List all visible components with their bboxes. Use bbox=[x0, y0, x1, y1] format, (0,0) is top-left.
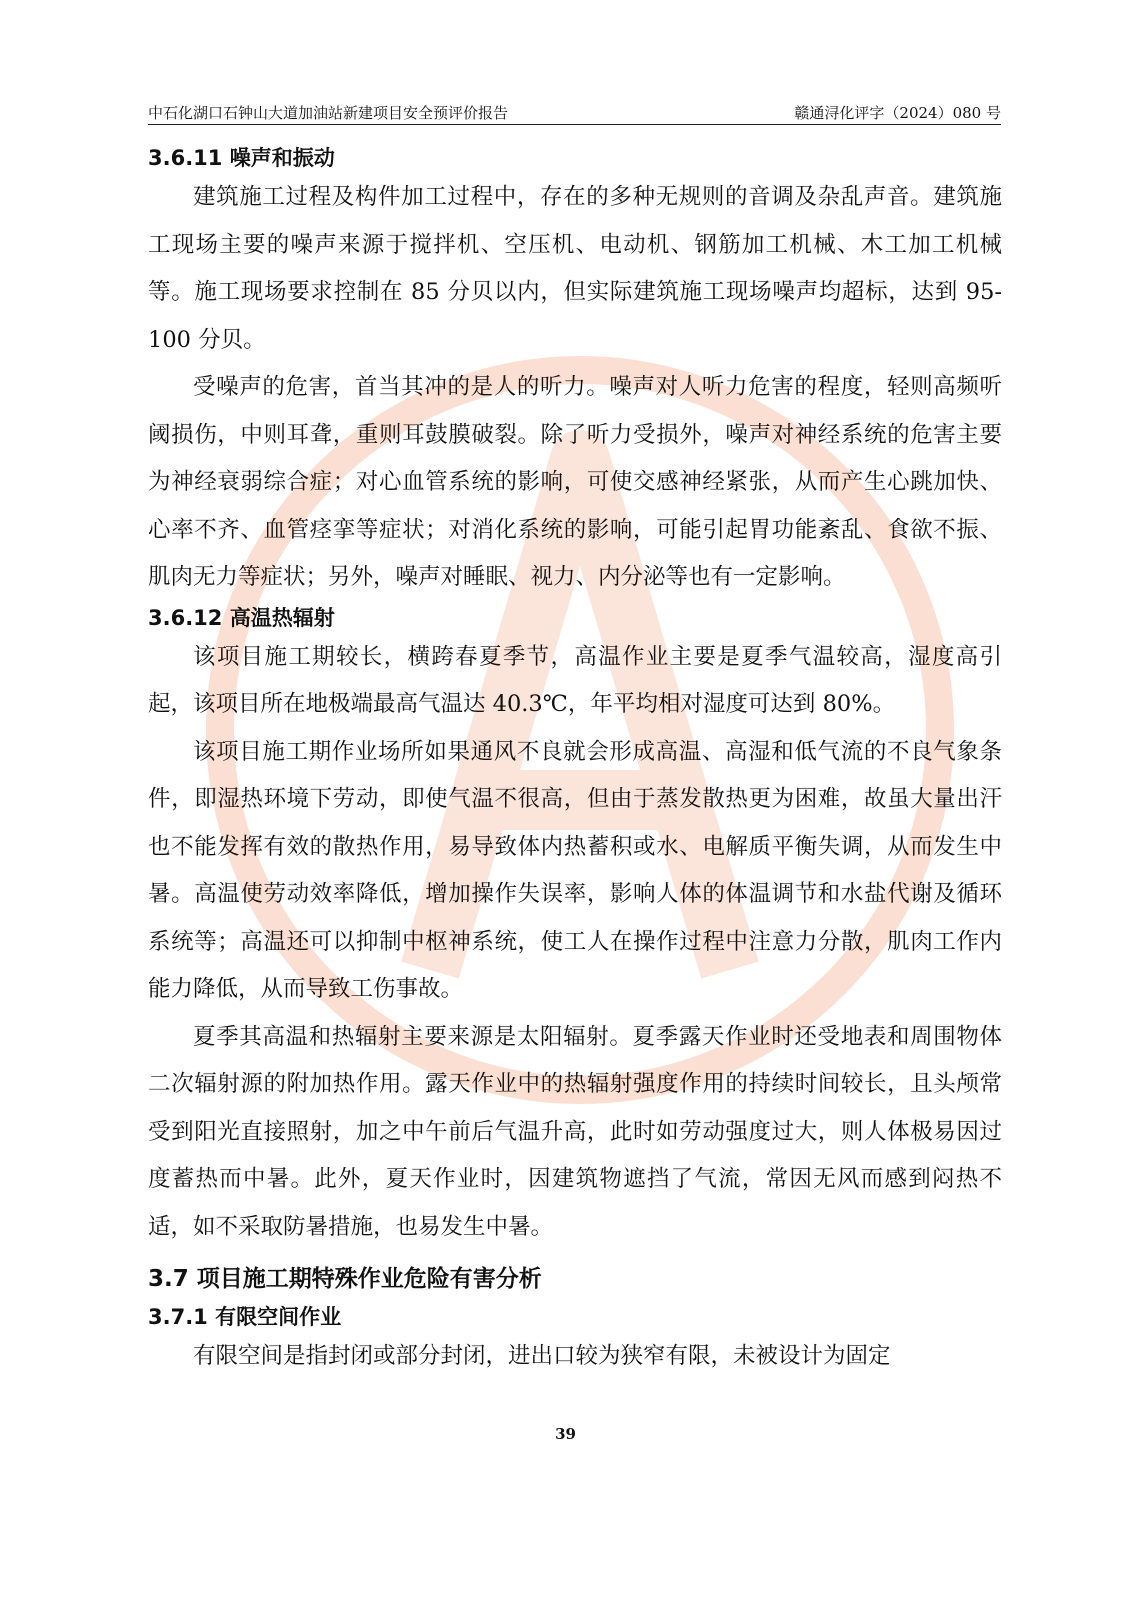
section-heading-3-7: 3.7 项目施工期特殊作业危险有害分析 bbox=[148, 1266, 542, 1292]
paragraph: 该项目施工期作业场所如果通风不良就会形成高温、高湿和低气流的不良气象条件，即湿热环境下劳动，即使气温不很高，但由于蒸发散热更为困难，故虽大量出汗也不能发挥有效的散热作用，易导致体内热蓄积或水、电解质平衡失调，从而发生中暑。高温使劳动效率降低，增加操作失误率，影响人体的体温调节和水盐代谢及循环系统等；高温还可以抑制中枢神系统，使工人在操作过程中注意力分散，肌肉工作内能力降低，从而导致工伤事故。 bbox=[148, 738, 1002, 1002]
page-header bbox=[148, 102, 1001, 125]
page-number: 39 bbox=[555, 1425, 576, 1443]
paragraph: 受噪声的危害，首当其冲的是人的听力。噪声对人听力危害的程度，轻则高频听阈损伤，中则耳聋，重则耳鼓膜破裂。除了听力受损外，噪声对神经系统的危害主要为神经衰弱综合症；对心血管系统的影响，可使交感神经紧张，从而产生心跳加快、心率不齐、血管痉挛等症状；对消化系统的影响，可能引起胃功能紊乱、食欲不振、肌肉无力等症状；另外，噪声对睡眠、视力、内分泌等也有一定影响。 bbox=[148, 374, 1002, 590]
header-report-number: 赣通浔化评字（2024）080 号 bbox=[794, 104, 1001, 122]
header-report-title: 中石化湖口石钟山大道加油站新建项目安全预评价报告 bbox=[148, 104, 509, 122]
paragraph: 夏季其高温和热辐射主要来源是太阳辐射。夏季露天作业时还受地表和周围物体二次辐射源的附加热作用。露天作业中的热辐射强度作用的持续时间较长，且头颅常受到阳光直接照射，加之中午前后气温升高，此时如劳动强度过大，则人体极易因过度蓄热而中暑。此外，夏天作业时，因建筑物遮挡了气流，常因无风而感到闷热不适，如不采取防暑措施，也易发生中暑。 bbox=[148, 1023, 1002, 1240]
paragraph: 有限空间是指封闭或部分封闭，进出口较为狭窄有限，未被设计为固定 bbox=[193, 1343, 891, 1369]
section-heading-3-6-12: 3.6.12 高温热辐射 bbox=[148, 605, 335, 630]
paragraph: 该项目施工期较长，横跨春夏季节，高温作业主要是夏季气温较高，湿度高引起，该项目所在地极端最高气温达 40.3℃，年平均相对湿度可达到 80%。 bbox=[148, 643, 1002, 717]
paragraph: 建筑施工过程及构件加工过程中，存在的多种无规则的音调及杂乱声音。建筑施工现场主要的噪声来源于搅拌机、空压机、电动机、钢筋加工机械、木工加工机械等。施工现场要求控制在 85 分贝以内，但实际建筑施工现场噪声均超标，达到 95-100 分贝。 bbox=[148, 184, 1002, 353]
page-content bbox=[148, 142, 1002, 1381]
section-heading-3-6-11: 3.6.11 噪声和振动 bbox=[148, 146, 335, 170]
section-heading-3-7-1: 3.7.1 有限空间作业 bbox=[148, 1305, 342, 1329]
